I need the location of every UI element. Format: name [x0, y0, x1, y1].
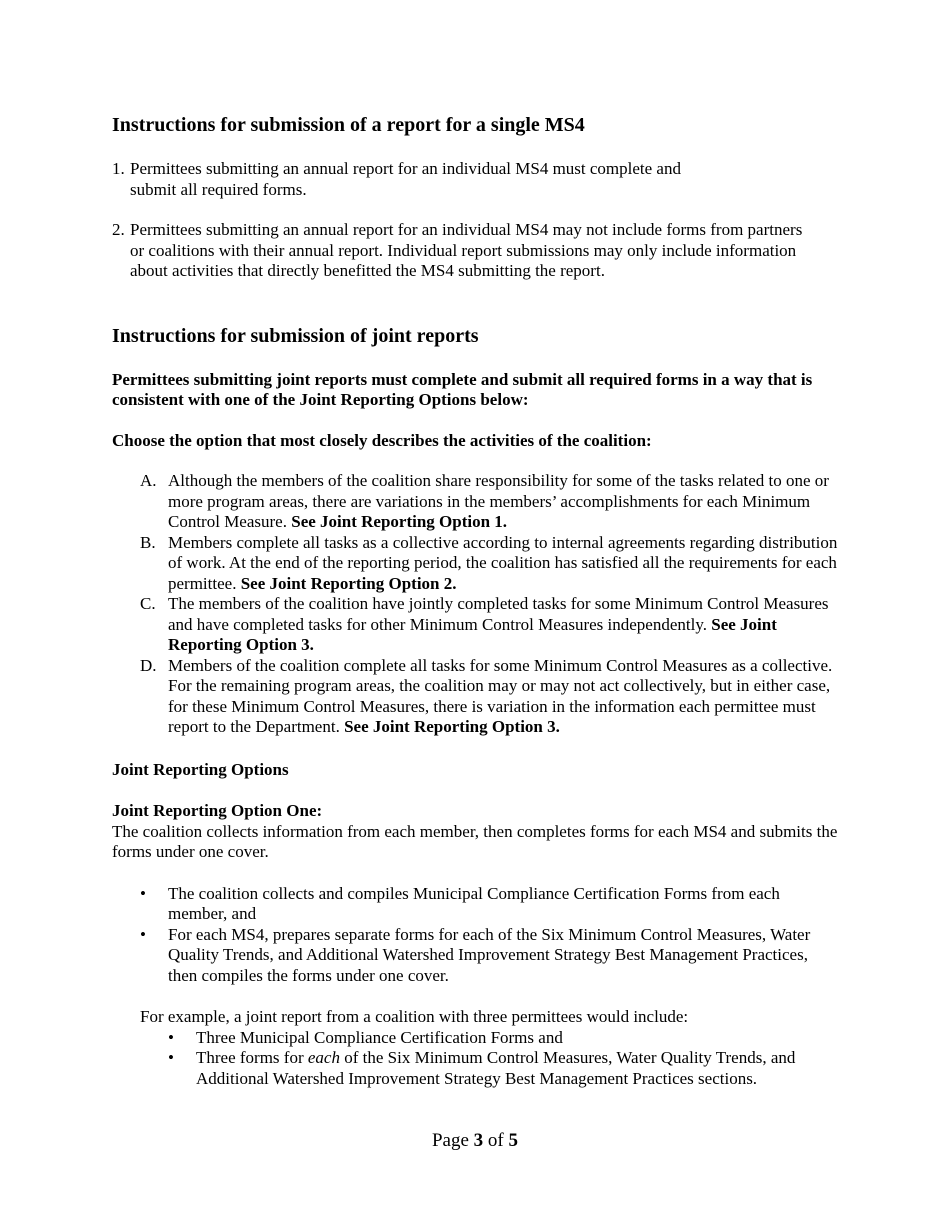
option-letter: B.: [140, 532, 156, 552]
item-number: 2.: [112, 220, 125, 239]
bullet-text: [196, 1048, 836, 1089]
coalition-options-list: [112, 471, 842, 738]
option-reference: See Joint Reporting Option 3.: [344, 717, 560, 736]
page-word: Page: [431, 1130, 469, 1151]
bullet-dot: •: [168, 1027, 174, 1047]
coalition-option-d: [140, 656, 842, 738]
option-text: Members of the coalition complete all tasks for some Minimum Control Measures as a collective. For the remaining program areas, the coalition may or may not act collectively, but in either case, for these Minimum Control Measures, there is variation in the information each permittee must report to the Department.: [168, 655, 833, 736]
example-intro: For example, a joint report from a coalition with three permittees would include:: [140, 1007, 689, 1026]
option-text: Members complete all tasks as a collective according to internal agreements regarding distribution of work. At the end of the reporting period, the coalition has satisfied all the requirements for each permittee.: [168, 532, 838, 593]
option-one-description: The coalition collects information from each member, then completes forms for each MS4 and submits the forms under one cover.: [112, 821, 838, 861]
option-one-bullets: [112, 884, 842, 987]
item-number: 1.: [112, 159, 125, 178]
total-pages-number: 5: [508, 1130, 518, 1151]
bullet-dot: •: [140, 924, 146, 944]
of-word: of: [487, 1130, 504, 1151]
page-footer: [0, 1130, 950, 1152]
bullet-text-end: of the Six Minimum Control Measures, Water Quality Trends, and Additional Watershed Improvement Strategy Best Management Practices sections.: [196, 1048, 796, 1088]
bullet-text: Three Municipal Compliance Certification Forms and: [196, 1027, 563, 1047]
single-ms4-heading: Instructions for submission of a report for a single MS4: [112, 114, 585, 136]
option-one-heading: Joint Reporting Option One:: [112, 801, 323, 820]
option-letter: D.: [140, 655, 157, 675]
bullet-dot: •: [168, 1048, 174, 1067]
joint-reports-intro: Permittees submitting joint reports must complete and submit all required forms in a way that is consistent with one of the Joint Reporting Options below:: [112, 369, 813, 409]
single-ms4-item-1: [112, 159, 842, 200]
item-text: Permittees submitting an annual report for an individual MS4 must complete and submit all required forms.: [130, 159, 681, 199]
option-text: The members of the coalition have jointly completed tasks for some Minimum Control Measures and have completed tasks for other Minimum Control Measures independently.: [168, 594, 829, 634]
choose-option-text: Choose the option that most closely describes the activities of the coalition:: [112, 430, 652, 450]
document-page: [112, 0, 842, 1089]
option-letter: A.: [140, 471, 157, 490]
option-reference: See Joint Reporting Option 3.: [168, 614, 777, 654]
option-reference: See Joint Reporting Option 2.: [240, 573, 457, 593]
single-ms4-item-2: [112, 220, 842, 282]
option-text: Although the members of the coalition share responsibility for some of the tasks related to one or more program areas, there are variations in the members’ accomplishments for each Minimum Control Measure.: [168, 471, 829, 531]
example-bullet: [168, 1048, 842, 1089]
example-bullets: [112, 1028, 842, 1090]
coalition-option-b: [140, 533, 842, 595]
option-reference: See Joint Reporting Option 1.: [291, 512, 508, 531]
option-one-bullet: [140, 925, 842, 987]
joint-reports-heading: Instructions for submission of joint reports: [112, 324, 479, 347]
coalition-option-a: [140, 471, 842, 533]
bullet-dot: •: [140, 883, 146, 903]
bullet-text: For each MS4, prepares separate forms for each of the Six Minimum Control Measures, Water Quality Trends, and Additional Watershed Improvement Strategy Best Management Practices, then compiles the forms under one cover.: [168, 924, 811, 985]
joint-reporting-options-heading: Joint Reporting Options: [112, 759, 289, 779]
bullet-text-start: Three forms for: [196, 1048, 308, 1067]
example-bullet: [168, 1028, 842, 1049]
coalition-option-c: [140, 594, 842, 656]
item-text: Permittees submitting an annual report for an individual MS4 may not include forms from partners or coalitions with their annual report. Individual report submissions may only include information about activities that directly benefitted the MS4 submitting the report.: [130, 220, 803, 280]
bullet-text: The coalition collects and compiles Municipal Compliance Certification Forms from each member, and: [168, 883, 780, 923]
option-letter: C.: [140, 594, 156, 613]
current-page-number: 3: [473, 1130, 484, 1151]
option-one-bullet: [140, 884, 842, 925]
emphasis-each: each: [307, 1048, 340, 1067]
